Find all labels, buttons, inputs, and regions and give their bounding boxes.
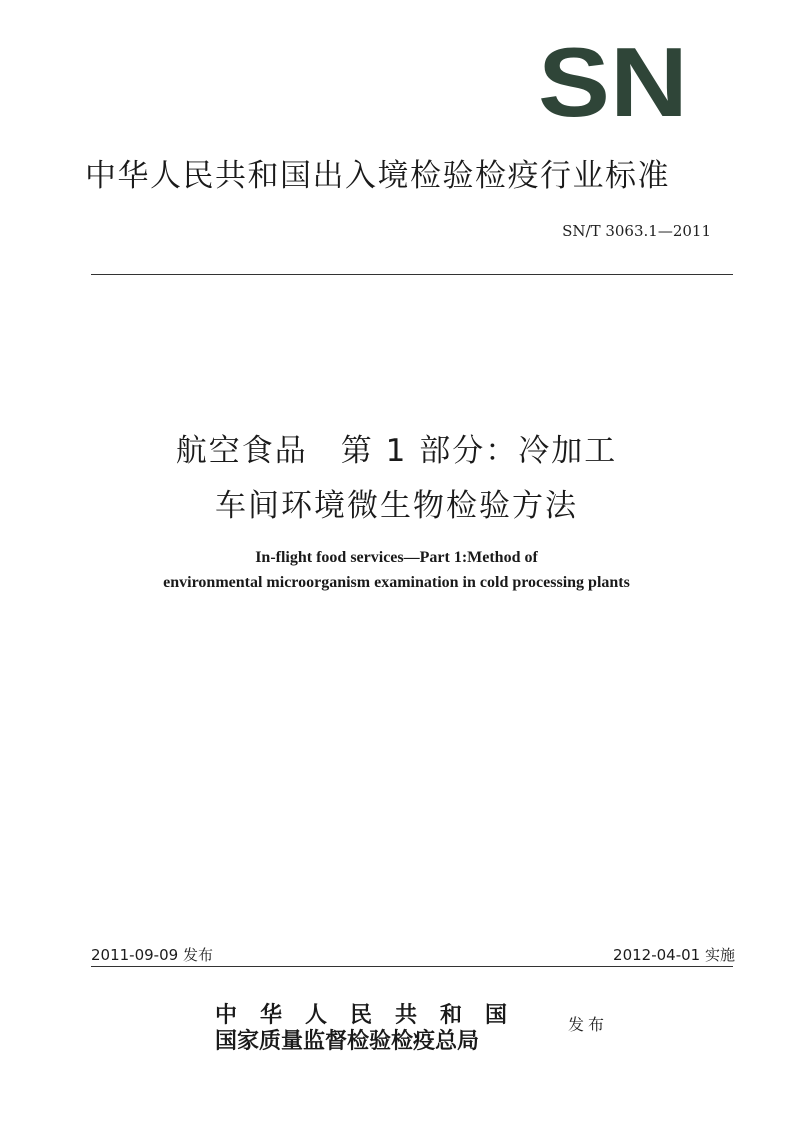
- issue-date: 2011-09-09 发布: [91, 946, 213, 964]
- implementation-date: 2012-04-01 实施: [613, 946, 735, 964]
- top-divider: [91, 274, 733, 275]
- issuer-line-1: 中华人民共和国: [215, 1002, 531, 1028]
- bottom-divider: [91, 966, 733, 967]
- chinese-title-line-1: 航空食品 第 1 部分：冷加工: [175, 433, 618, 469]
- sn-logo-text: SN: [538, 44, 688, 120]
- issuer-line-2: 国家质量监督检验检疫总局: [215, 1028, 480, 1054]
- english-title-line-1: In-flight food services—Part 1:Method of: [255, 549, 538, 566]
- industry-standard-title: 中华人民共和国出入境检验检疫行业标准: [85, 158, 670, 194]
- standard-number: SN/T 3063.1—2011: [562, 222, 711, 240]
- sn-logo: [537, 44, 689, 120]
- publish-label: 发布: [568, 1015, 609, 1034]
- chinese-title-line-2: 车间环境微生物检验方法: [215, 488, 578, 524]
- english-title-line-2: environmental microorganism examination in cold processing plants: [163, 574, 630, 591]
